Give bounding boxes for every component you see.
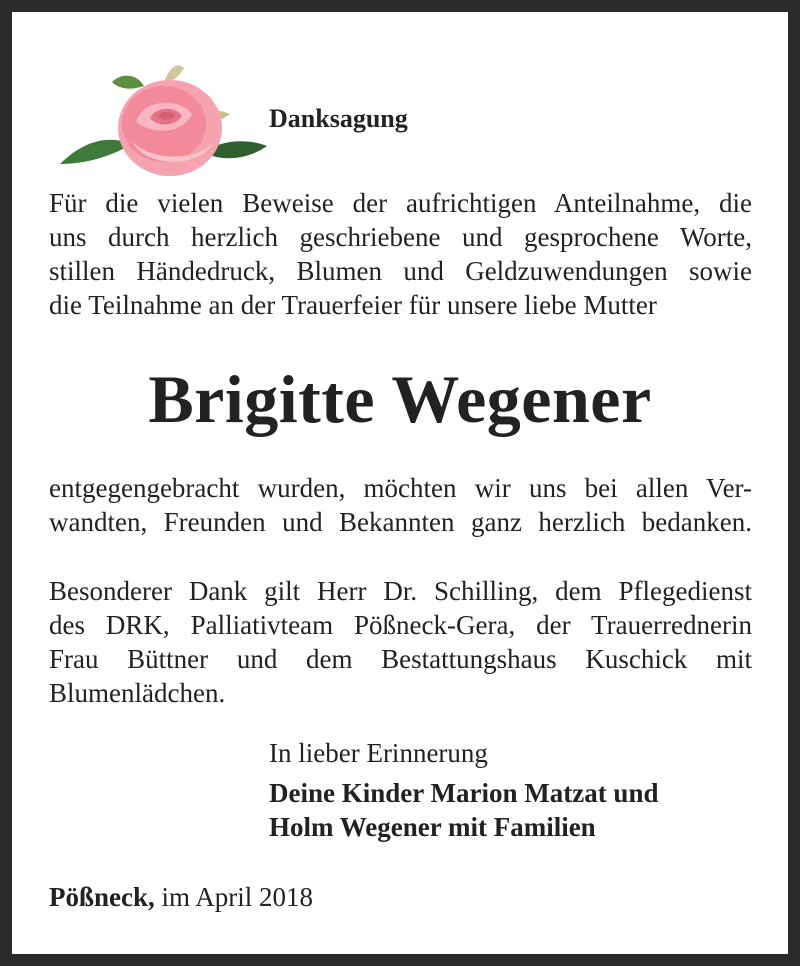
thanks-line: entgegengebracht wurden, möchten wir uns bei allen Ver- xyxy=(49,473,752,503)
rose-icon xyxy=(52,52,272,182)
deceased-name: Brigitte Wegener xyxy=(148,361,652,437)
intro-line: Für die vielen Beweise der aufrichtigen Anteilnahme, die xyxy=(49,188,752,218)
intro-line: uns durch herzlich geschriebene und gesprochene Worte, xyxy=(49,222,752,252)
special-thanks-line: Frau Büttner und dem Bestattungshaus Kuschick mit xyxy=(49,644,752,674)
intro-line: die Teilnahme an der Trauerfeier für unsere liebe Mutter xyxy=(49,290,657,320)
signers xyxy=(269,776,658,844)
special-thanks-line: Blumenlädchen. xyxy=(49,678,226,708)
closing-phrase: In lieber Erinnerung xyxy=(269,738,488,768)
place: Pößneck, xyxy=(49,882,155,912)
intro-paragraph xyxy=(49,186,752,322)
obituary-card xyxy=(12,12,788,954)
thanks-paragraph xyxy=(49,471,752,539)
place-date xyxy=(49,880,313,914)
special-thanks-paragraph xyxy=(49,574,752,710)
heading: Danksagung xyxy=(269,104,408,133)
thanks-line: wandten, Freunden und Bekannten ganz herzlich bedanken. xyxy=(49,507,752,537)
signer-line: Deine Kinder Marion Matzat und xyxy=(269,778,659,808)
intro-line: stillen Händedruck, Blumen und Geldzuwendungen sowie xyxy=(49,256,752,286)
date: im April 2018 xyxy=(161,882,314,912)
special-thanks-line: des DRK, Palliativteam Pößneck-Gera, der Trauerrednerin xyxy=(49,610,752,640)
signer-line: Holm Wegener mit Familien xyxy=(269,812,596,842)
special-thanks-line: Besonderer Dank gilt Herr Dr. Schilling, dem Pflegedienst xyxy=(49,576,752,606)
